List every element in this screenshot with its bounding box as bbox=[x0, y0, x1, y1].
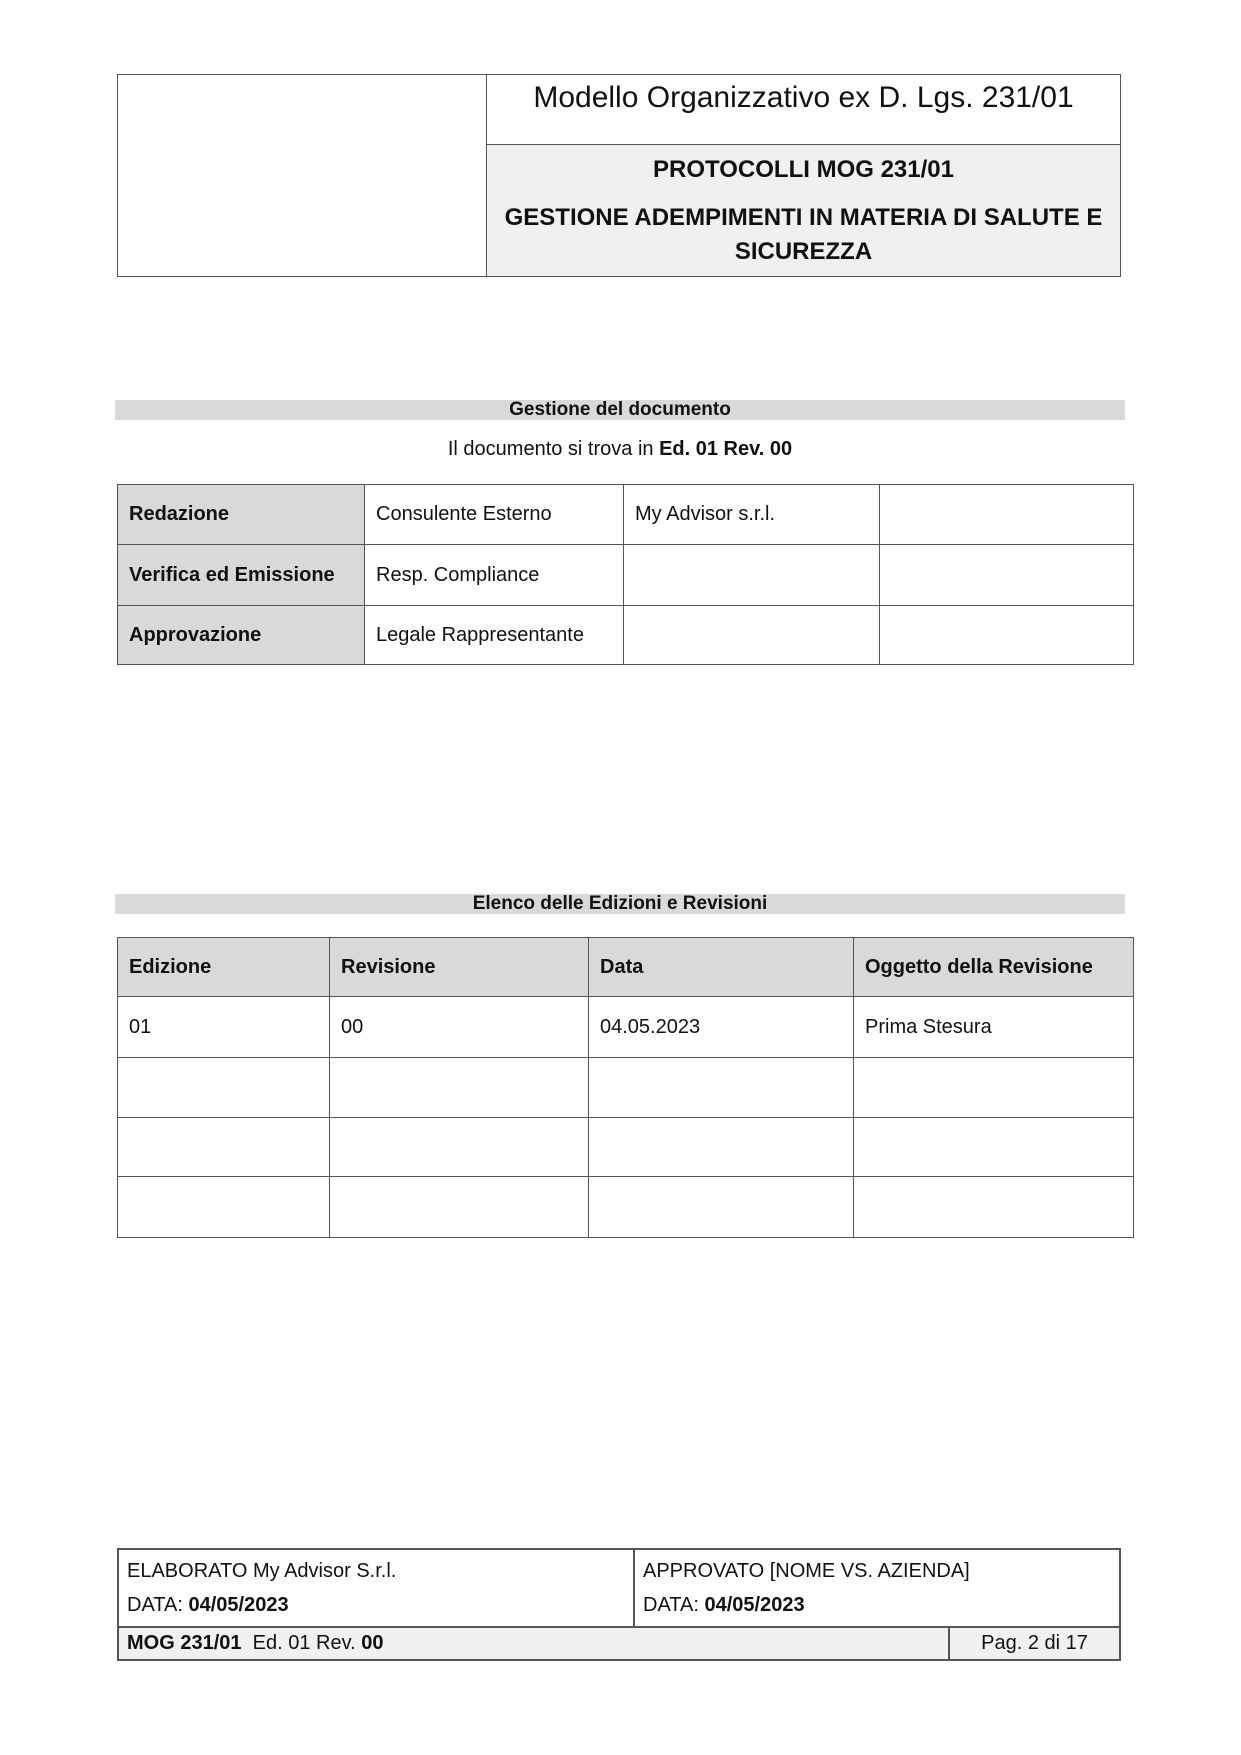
table-cell: 01 bbox=[118, 997, 330, 1058]
role-cell: Approvazione bbox=[118, 606, 365, 665]
table-cell bbox=[118, 1118, 330, 1177]
table-row bbox=[118, 545, 1134, 606]
table-cell bbox=[880, 545, 1134, 606]
page-number: Pag. 2 di 17 bbox=[949, 1627, 1120, 1660]
header-subtitle-cell bbox=[487, 145, 1121, 277]
footer-elaborato-cell bbox=[118, 1549, 634, 1627]
table-cell: Legale Rappresentante bbox=[365, 606, 624, 665]
column-header: Edizione bbox=[118, 938, 330, 997]
header-table bbox=[117, 74, 1121, 277]
footer-edition: Ed. 01 Rev. bbox=[252, 1632, 362, 1654]
table-header-row bbox=[118, 938, 1134, 997]
table-cell: 04.05.2023 bbox=[589, 997, 854, 1058]
table-cell bbox=[624, 545, 880, 606]
role-cell: Redazione bbox=[118, 485, 365, 545]
footer-code-cell bbox=[118, 1627, 949, 1660]
doc-status-value: Ed. 01 Rev. 00 bbox=[659, 438, 793, 460]
table-cell: 00 bbox=[330, 997, 589, 1058]
revisions-table bbox=[117, 937, 1134, 1238]
date-value: 04/05/2023 bbox=[704, 1594, 805, 1616]
table-cell bbox=[118, 1177, 330, 1238]
footer-date-right bbox=[643, 1588, 1111, 1622]
doc-status-label: Il documento si trova in bbox=[447, 438, 660, 460]
table-cell bbox=[854, 1177, 1134, 1238]
table-cell bbox=[330, 1118, 589, 1177]
table-row bbox=[118, 1118, 1134, 1177]
table-cell bbox=[854, 1058, 1134, 1118]
table-row bbox=[118, 997, 1134, 1058]
column-header: Revisione bbox=[330, 938, 589, 997]
table-row bbox=[118, 485, 1134, 545]
doc-mgmt-table bbox=[117, 484, 1134, 665]
table-cell bbox=[330, 1058, 589, 1118]
date-value: 04/05/2023 bbox=[188, 1594, 289, 1616]
doc-mgmt-heading: Gestione del documento bbox=[115, 400, 1125, 420]
footer-approvato: APPROVATO [NOME VS. AZIENDA] bbox=[643, 1560, 970, 1582]
footer-table bbox=[117, 1548, 1121, 1661]
header-subtitle: PROTOCOLLI MOG 231/01 bbox=[653, 155, 954, 183]
table-cell bbox=[854, 1118, 1134, 1177]
footer-revision: 00 bbox=[361, 1632, 384, 1654]
footer-approvato-cell bbox=[634, 1549, 1120, 1627]
footer-date-left bbox=[127, 1588, 625, 1622]
footer-elaborato: ELABORATO My Advisor S.r.l. bbox=[127, 1560, 397, 1582]
date-label: DATA: bbox=[643, 1594, 705, 1616]
table-cell bbox=[880, 606, 1134, 665]
table-cell: My Advisor s.r.l. bbox=[624, 485, 880, 545]
revisions-heading: Elenco delle Edizioni e Revisioni bbox=[115, 894, 1125, 914]
doc-status bbox=[115, 438, 1125, 461]
date-label: DATA: bbox=[127, 1594, 189, 1616]
table-cell: Consulente Esterno bbox=[365, 485, 624, 545]
role-cell: Verifica ed Emissione bbox=[118, 545, 365, 606]
table-cell bbox=[880, 485, 1134, 545]
table-cell: Prima Stesura bbox=[854, 997, 1134, 1058]
table-row bbox=[118, 1058, 1134, 1118]
table-cell bbox=[589, 1177, 854, 1238]
table-cell bbox=[330, 1177, 589, 1238]
table-cell bbox=[589, 1058, 854, 1118]
column-header: Data bbox=[589, 938, 854, 997]
header-topic: GESTIONE ADEMPIMENTI IN MATERIA DI SALUTE E SICUREZZA bbox=[504, 203, 1103, 265]
table-cell bbox=[624, 606, 880, 665]
column-header: Oggetto della Revisione bbox=[854, 938, 1134, 997]
table-cell: Resp. Compliance bbox=[365, 545, 624, 606]
table-row bbox=[118, 1177, 1134, 1238]
header-title: Modello Organizzativo ex D. Lgs. 231/01 bbox=[487, 75, 1121, 145]
table-cell bbox=[589, 1118, 854, 1177]
table-row bbox=[118, 606, 1134, 665]
footer-code: MOG 231/01 bbox=[127, 1632, 242, 1654]
table-cell bbox=[118, 1058, 330, 1118]
logo-cell bbox=[118, 75, 487, 277]
